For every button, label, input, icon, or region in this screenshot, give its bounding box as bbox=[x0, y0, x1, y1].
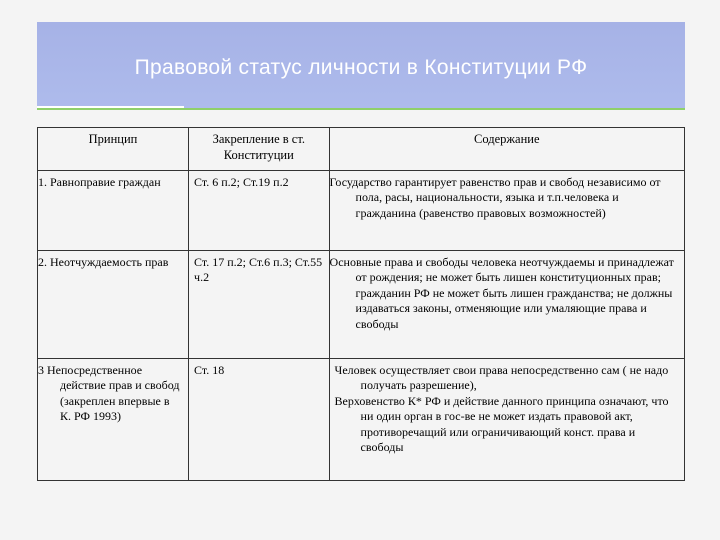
cell-articles: Ст. 17 п.2; Ст.6 п.3; Ст.55 ч.2 bbox=[189, 250, 330, 358]
content-paragraph: Верховенство К* РФ и действие данного принципа означают, что ни один орган в гос-ве не может издать правовой акт, противоречащий или ограничивающий конст. права и свободы bbox=[334, 393, 669, 455]
table-header-row bbox=[38, 128, 685, 171]
table-row bbox=[38, 170, 685, 250]
cell-articles: Ст. 6 п.2; Ст.19 п.2 bbox=[189, 170, 330, 250]
header-content: Содержание bbox=[329, 128, 684, 171]
cell-principle: 2. Неотчуждаемость прав bbox=[38, 250, 189, 358]
cell-articles: Ст. 18 bbox=[189, 358, 330, 480]
header-principle: Принцип bbox=[38, 128, 189, 171]
content-paragraph: Человек осуществляет свои права непосредственно сам ( не надо получать разрешение), bbox=[334, 362, 669, 393]
table-row bbox=[38, 250, 685, 358]
title-banner bbox=[37, 22, 685, 110]
cell-content: Государство гарантирует равенство прав и свобод независимо от пола, расы, национальности, языка и т.п.человека и гражданина (равенство правовых возможностей) bbox=[329, 170, 684, 250]
cell-content bbox=[329, 358, 684, 480]
title-underline bbox=[37, 106, 184, 108]
cell-content: Основные права и свободы человека неотчуждаемы и принадлежат от рождения; не может быть лишен конституционных прав; гражданин РФ не может быть лишен гражданства; не должны издаваться законы, отменяющие или умаляющие права и свободы bbox=[329, 250, 684, 358]
table-row bbox=[38, 358, 685, 480]
slide-title: Правовой статус личности в Конституции РФ bbox=[134, 56, 588, 79]
principles-table bbox=[37, 127, 685, 481]
cell-principle: 1. Равноправие граждан bbox=[38, 170, 189, 250]
header-articles: Закрепление в ст. Конституции bbox=[189, 128, 330, 171]
cell-principle: 3 Непосредственное действие прав и свобод (закреплен впервые в К. РФ 1993) bbox=[38, 358, 189, 480]
